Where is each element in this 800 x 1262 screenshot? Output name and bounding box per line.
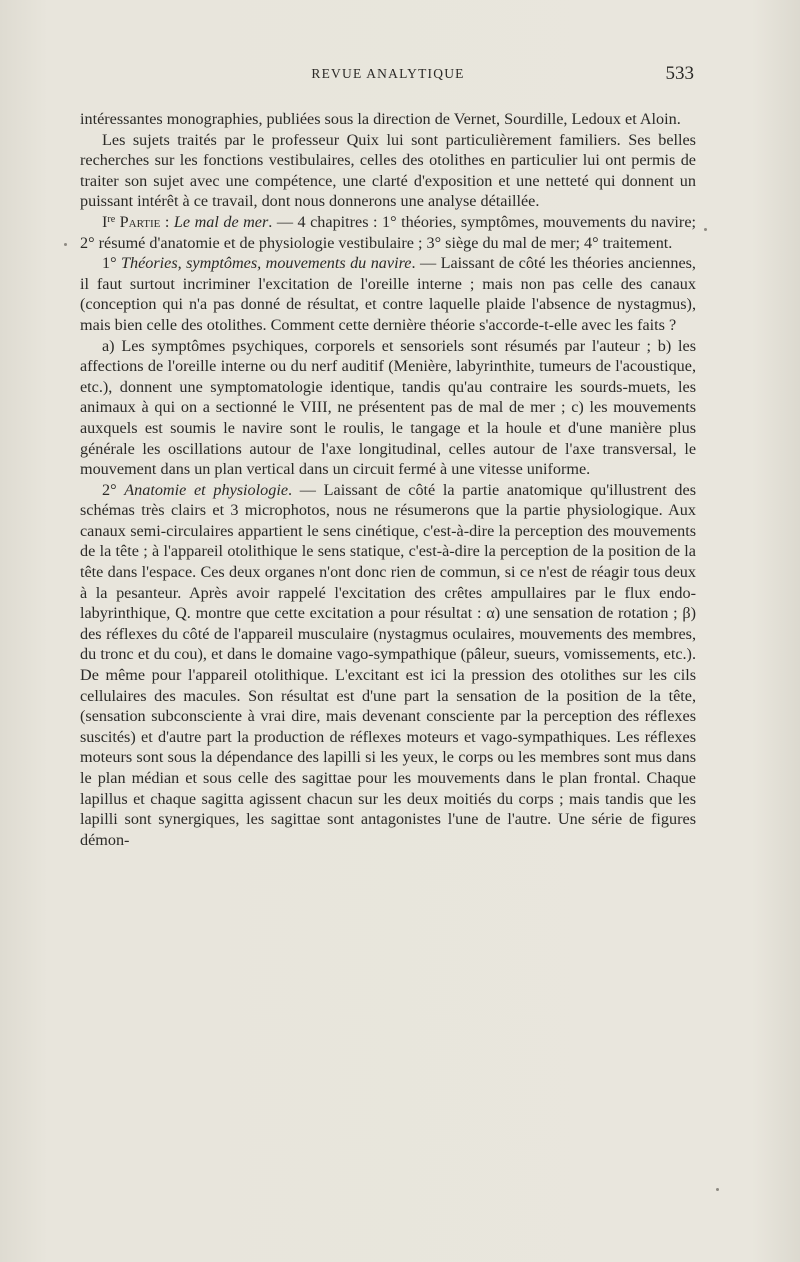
subsection-number: 1° [102,254,121,273]
subsection-title: Anatomie et physiologie [124,480,289,499]
section-heading-paragraph [80,212,696,253]
part-number: I [102,212,108,231]
paragraph-text: Laissant de côté les théories anciennes, il faut surtout incriminer l'excitation de l'oreille interne ; mais non pas celle des canaux (conception qui n'a pas donné de résultat, et contre laquelle plaide l'absence de nystagmus), mais bien celle des otolithes. Comment cette dernière théorie s'accorde-t-elle avec les faits ? [80,254,696,334]
page-body [80,109,696,850]
paragraph-text: 4 chapitres : 1° théories, symptômes, mouvements du navire; 2° résumé d'anatomie et de physiologie vestibulaire ; 3° siège du mal de mer; 4° traitement. [80,212,697,252]
part-number-suffix: re [107,213,116,225]
part-title: Le mal de mer [173,212,269,231]
paragraph [80,336,696,480]
paragraph-text: Les sujets traités par le professeur Quix lui sont particulièrement familiers. Ses belles recherches sur les fonctions vestibulaires, celles des otolithes en particulier lui ont permis de traiter son sujet avec une compétence, une clarté d'exposition et une netteté qui donnent un puissant intérêt à ce travail, dont nous donnerons une analyse détaillée. [80,130,696,211]
running-title: REVUE ANALYTIQUE [311,66,465,81]
margin-speck [704,228,707,231]
paragraph-text: a) Les symptômes psychiques, corporels et sensoriels sont résumés par l'auteur ; b) les affections de l'oreille interne ou du nerf auditif (Menière, labyrinthite, tumeurs de l'acoustique, etc.), donnent une symptomatologie identique, tandis qu'au contraire les sourds-muets, les animaux à qui on a sectionné le VIII, ne présentent pas de mal de mer ; c) les mouvements auxquels est soumis le navire sont le roulis, le tangage et la houle et d'une manière plus générale les oscillations autour de l'axe longitudinal, celles autour de l'axe transversal, le mouvement dans un plan vertical dans un circuit fermé à une vitesse uniforme. [80,336,696,479]
page-header [80,63,696,88]
part-label: Partie [115,212,161,231]
subsection-paragraph [80,253,696,335]
subsection-paragraph [80,480,696,851]
page-number: 533 [665,63,694,84]
subsection-dash: . — [411,254,441,273]
paragraph-text: intéressantes monographies, publiées sous la direction de Vernet, Sourdille, Ledoux et Aloin. [80,110,681,128]
subsection-dash: . — [288,480,324,499]
subsection-number: 2° [102,480,125,499]
paragraph-continuation [80,109,696,130]
part-dash: . — [268,212,298,231]
subsection-title: Théories, symptômes, mouvements du navire [121,254,412,273]
margin-speck [716,1188,719,1191]
paragraph [80,130,696,212]
paragraph-text: Laissant de côté la partie anatomique qu'illustrent des schémas très clairs et 3 microphotos, nous ne résumerons que la partie physiologique. Aux canaux semi-circulaires appartient le sens cinétique, c'est-à-dire la perception des mouvements de la tête ; à l'appareil otolithique le sens statique, c'est-à-dire la perception de la position de la tête dans l'espace. Ces deux organes n'ont donc rien de commun, si ce n'est de réagir tous deux à la pesanteur. Après avoir rappelé l'excitation des crêtes ampullaires par le flux endo-labyrinthique, Q. montre que cette excitation a pour résultat : α) une sensation de rotation ; β) des réflexes du côté de l'appareil musculaire (nystagmus oculaires, mouvements des membres, du tronc et du cou), et dans le domaine vago-sympathique (pâleur, sueurs, vomissements, etc.). De même pour l'appareil otolithique. L'excitant est ici la pression des otolithes sur les cils cellulaires des macules. Son résultat est d'une part la sensation de la position de la tête, (sensation subconsciente à vrai dire, mais devenant consciente par la perception des réflexes suscités) et d'autre part la production de réflexes moteurs et vago-sympathiques. Les réflexes moteurs sont sous la dépendance des lapilli si les yeux, le corps ou les membres sont mus dans le plan médian et sous celle des sagittae pour les mouvements dans le plan frontal. Chaque lapillus et chaque sagitta agissent chacun sur les deux moitiés du corps ; mais tandis que les lapilli sont synergiques, les sagittae sont antagonistes l'une de l'autre. Une série de figures démon- [80,480,696,849]
part-separator: : [160,212,174,231]
margin-speck [64,243,67,246]
